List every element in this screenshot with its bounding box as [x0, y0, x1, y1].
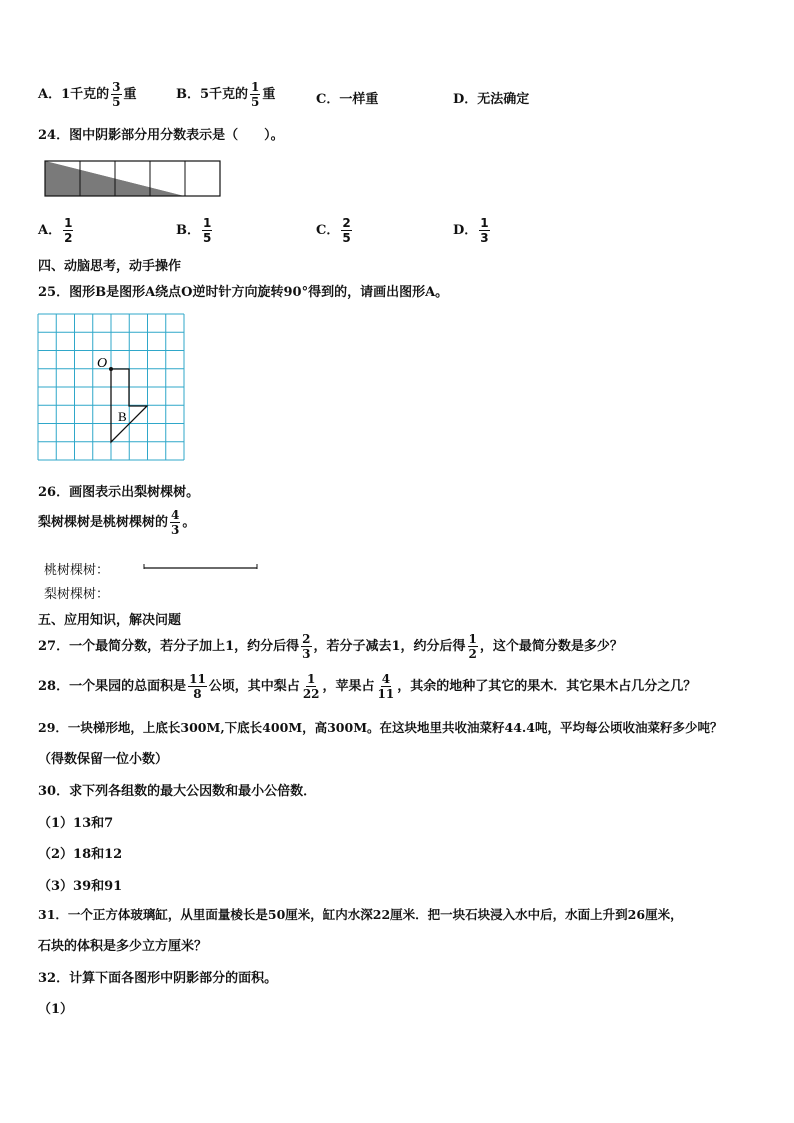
q25-question: 25．图形B是图形A绕点O逆时针方向旋转90°得到的，请画出图形A。 — [38, 285, 449, 300]
q31-question: 31．一个正方体玻璃缸，从里面量棱长是50厘米，缸内水深22厘米．把一块石块浸入水中后，水面上升到26厘米， — [38, 907, 683, 922]
q24-option-b: B． $\frac{1}{5}$ — [176, 216, 212, 245]
q30-item-2: （2）18和12 — [38, 847, 123, 862]
fraction: $\frac{1}{3}$ — [480, 216, 489, 245]
fraction: $\frac{11}{8}$ — [189, 672, 206, 701]
point-o-label: O — [97, 356, 108, 371]
q31-question-cont: 石块的体积是多少立方厘米？ — [38, 939, 208, 954]
q24-option-d: D． $\frac{1}{3}$ — [453, 216, 489, 245]
q24-option-c: C． $\frac{2}{5}$ — [316, 216, 351, 245]
q23-option-d: D．无法确定 — [453, 92, 530, 107]
section-heading-4: 四、动脑思考，动手操作 — [38, 259, 182, 274]
fraction: $\frac{3}{5}$ — [112, 80, 121, 109]
fraction: $\frac{2}{3}$ — [302, 632, 311, 661]
q26-condition: 梨树棵树是桃树棵树的 $\frac{4}{3}$ 。 — [38, 508, 196, 537]
pear-tree-label: 梨树棵树： — [44, 587, 110, 602]
point-o — [109, 367, 113, 371]
q29-question: 29．一块梯形地，上底长300M,下底长400M，高300M。在这块地里共收油菜籽44.4吨，平均每公顷收油菜籽多少吨？ — [38, 720, 723, 735]
q26-question: 26．画图表示出梨树棵树。 — [38, 485, 200, 500]
shape-b-label: B — [118, 409, 127, 424]
fraction: $\frac{4}{3}$ — [171, 508, 180, 537]
fraction: $\frac{1}{5}$ — [251, 80, 260, 109]
q24-option-a: A． $\frac{1}{2}$ — [38, 216, 73, 245]
q30-item-1: （1）13和7 — [38, 816, 114, 831]
q23-option-a: A．1千克的 $\frac{3}{5}$ 重 — [38, 80, 137, 109]
fraction: $\frac{1}{2}$ — [468, 632, 477, 661]
q30-item-3: （3）39和91 — [38, 879, 123, 894]
fraction: $\frac{1}{2}$ — [64, 216, 73, 245]
q24-shaded-bar-figure — [44, 160, 222, 198]
section-heading-5: 五、应用知识，解决问题 — [38, 613, 182, 628]
q29-note: （得数保留一位小数） — [38, 752, 169, 767]
peach-tree-label: 桃树棵树： — [44, 563, 110, 578]
q32-question: 32．计算下面各图形中阴影部分的面积。 — [38, 971, 278, 986]
peach-tree-segment — [143, 563, 259, 571]
q23-option-c: C．一样重 — [316, 92, 379, 107]
q32-item-1: （1） — [38, 1002, 74, 1017]
fraction: $\frac{1}{22}$ — [302, 672, 320, 701]
q23-option-b: B．5千克的 $\frac{1}{5}$ 重 — [176, 80, 276, 109]
q27-question: 27．一个最简分数，若分子加上1，约分后得 $\frac{2}{3}$ ，若分子减去1，约分后得 $\frac{1}{2}$ ，这个最简分数是多少？ — [38, 632, 623, 661]
fraction: $\frac{2}{5}$ — [342, 216, 351, 245]
q25-grid-figure — [37, 313, 187, 463]
q30-question: 30．求下列各组数的最大公因数和最小公倍数． — [38, 784, 317, 799]
fraction: $\frac{4}{11}$ — [377, 672, 395, 701]
q28-question: 28．一个果园的总面积是 $\frac{11}{8}$ 公顷，其中梨占 $\frac{1}{22}$ ，苹果占 $\frac{4}{11}$ ，其余的地种了其它的果木．其它果木占几分之几？ — [38, 672, 697, 701]
fraction: $\frac{1}{5}$ — [203, 216, 212, 245]
q24-question: 24．图中阴影部分用分数表示是（ ）。 — [38, 128, 284, 143]
